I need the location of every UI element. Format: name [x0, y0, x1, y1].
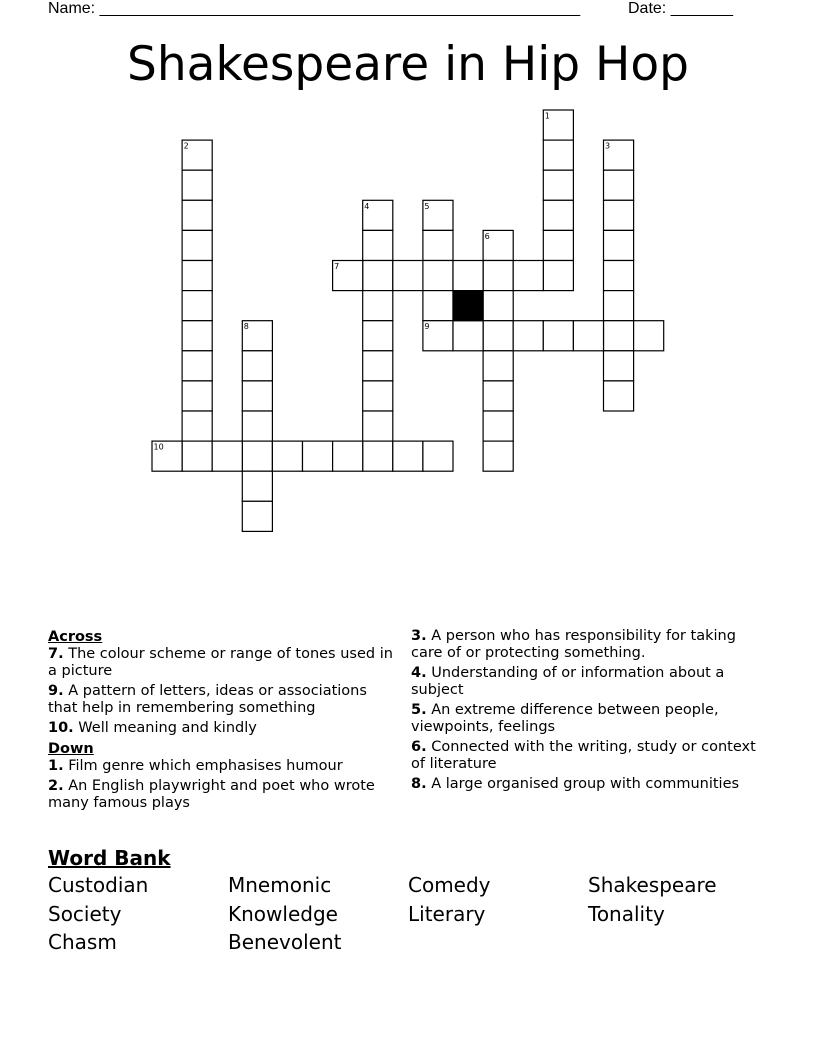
clue-number: 8.	[411, 776, 427, 792]
grid-cell[interactable]	[303, 441, 333, 471]
word-bank-item: Shakespeare	[588, 873, 717, 897]
grid-cell[interactable]	[363, 351, 393, 381]
grid-cell[interactable]	[363, 321, 393, 351]
word-bank-item: Tonality	[588, 901, 665, 926]
clue-number: 10.	[48, 720, 74, 736]
grid-cell[interactable]	[182, 411, 212, 441]
grid-cell[interactable]	[483, 351, 513, 381]
grid-cell[interactable]	[393, 441, 423, 471]
grid-cell[interactable]	[423, 261, 453, 291]
across-heading: Across	[48, 629, 103, 645]
clue-across-9	[48, 683, 393, 717]
grid-cell[interactable]	[242, 441, 272, 471]
grid-cell[interactable]	[513, 261, 543, 291]
puzzle-title: Shakespeare in Hip Hop	[127, 37, 689, 92]
grid-cell[interactable]	[363, 411, 393, 441]
grid-cell[interactable]	[604, 230, 634, 260]
clue-number: 3.	[411, 628, 427, 644]
clue-down-6	[411, 739, 756, 773]
word-bank-item: Custodian	[48, 873, 149, 897]
cell-number: 2	[183, 141, 189, 151]
word-bank-item: Society	[48, 901, 122, 926]
word-bank	[48, 845, 768, 957]
grid-cell[interactable]	[483, 261, 513, 291]
clue-text: The colour scheme or range of tones used in a picture	[48, 646, 393, 679]
cell-number: 6	[484, 231, 490, 241]
word-bank-item: Literary	[408, 901, 486, 926]
clue-down-1	[48, 758, 393, 775]
grid-cell[interactable]	[604, 170, 634, 200]
clue-text: A large organised group with communities	[431, 776, 740, 792]
grid-cell[interactable]	[423, 291, 453, 321]
grid-cell[interactable]	[453, 321, 483, 351]
grid-cell[interactable]	[483, 381, 513, 411]
grid-cell[interactable]	[363, 261, 393, 291]
grid-cell[interactable]	[182, 261, 212, 291]
clues-right-column	[411, 628, 756, 796]
grid-cell[interactable]	[483, 441, 513, 471]
cell-number: 1	[544, 111, 550, 121]
grid-cell[interactable]	[242, 351, 272, 381]
grid-cell[interactable]	[483, 411, 513, 441]
grid-cell[interactable]	[363, 291, 393, 321]
grid-cell[interactable]	[242, 471, 272, 501]
grid-cell[interactable]	[483, 291, 513, 321]
date-field-label[interactable]: Date: _______	[628, 0, 733, 17]
clue-number: 1.	[48, 758, 64, 774]
grid-cell[interactable]	[543, 230, 573, 260]
grid-cell[interactable]	[604, 381, 634, 411]
grid-cell[interactable]	[363, 441, 393, 471]
grid-cell[interactable]	[272, 441, 302, 471]
grid-cell[interactable]	[182, 381, 212, 411]
down-heading: Down	[48, 741, 94, 757]
clue-text: A person who has responsibility for taking care of or protecting something.	[411, 628, 736, 661]
grid-cell[interactable]	[242, 501, 272, 531]
grid-cell[interactable]	[543, 170, 573, 200]
clue-text: Connected with the writing, study or context of literature	[411, 739, 756, 772]
grid-cell[interactable]	[333, 441, 363, 471]
cell-number: 8	[243, 322, 249, 332]
grid-cell[interactable]	[604, 291, 634, 321]
clue-down-3	[411, 628, 756, 662]
grid-cell[interactable]	[182, 291, 212, 321]
grid-cell[interactable]	[483, 321, 513, 351]
clue-across-7	[48, 646, 393, 680]
cell-number: 7	[334, 262, 340, 271]
clue-across-10	[48, 720, 393, 737]
cell-number: 5	[424, 201, 430, 211]
grid-cell[interactable]	[453, 261, 483, 291]
word-bank-item: Mnemonic	[228, 873, 332, 897]
grid-cell[interactable]	[513, 321, 543, 351]
clue-number: 7.	[48, 646, 64, 662]
word-bank-list	[48, 871, 768, 957]
clue-down-4	[411, 665, 756, 699]
clues-section	[48, 628, 768, 828]
black-cell	[453, 291, 483, 321]
grid-cell[interactable]	[212, 441, 242, 471]
clue-number: 4.	[411, 665, 427, 681]
grid-cell[interactable]	[242, 381, 272, 411]
clue-down-5	[411, 702, 756, 736]
word-bank-item: Benevolent	[228, 930, 342, 954]
clue-text: Film genre which emphasises humour	[68, 758, 343, 774]
word-bank-item: Comedy	[408, 873, 491, 897]
grid-cell[interactable]	[543, 321, 573, 351]
grid-cell[interactable]	[604, 321, 634, 351]
clue-text: Understanding of or information about a subject	[411, 665, 725, 698]
clue-number: 2.	[48, 778, 64, 794]
clue-number: 6.	[411, 739, 427, 755]
grid-cell[interactable]	[543, 261, 573, 291]
cell-number: 4	[364, 201, 370, 211]
grid-cell[interactable]	[363, 381, 393, 411]
grid-cell[interactable]	[604, 261, 634, 291]
grid-cell[interactable]	[573, 321, 603, 351]
grid-cell[interactable]	[182, 230, 212, 260]
clue-number: 5.	[411, 702, 427, 718]
clue-text: Well meaning and kindly	[78, 720, 257, 736]
grid-cell[interactable]	[182, 170, 212, 200]
clue-number: 9.	[48, 683, 64, 699]
clue-down-8	[411, 776, 756, 793]
grid-cell[interactable]	[242, 411, 272, 441]
grid-cell[interactable]	[543, 140, 573, 170]
word-bank-item: Chasm	[48, 930, 117, 954]
clues-left-column	[48, 628, 393, 815]
clue-text: A pattern of letters, ideas or associations that help in remembering something	[48, 683, 367, 716]
cell-number: 9	[424, 322, 430, 332]
cell-number: 10	[153, 442, 164, 452]
grid-cell[interactable]	[182, 200, 212, 230]
grid-cell[interactable]	[393, 261, 423, 291]
grid-cell[interactable]	[634, 321, 664, 351]
grid-cell[interactable]	[604, 351, 634, 381]
clue-text: An extreme difference between people, viewpoints, feelings	[411, 702, 719, 735]
clue-text: An English playwright and poet who wrote many famous plays	[48, 778, 375, 811]
word-bank-title: Word Bank	[48, 846, 171, 870]
cell-number: 3	[605, 141, 611, 151]
grid-cell[interactable]	[423, 441, 453, 471]
grid-cell[interactable]	[543, 200, 573, 230]
grid-cell[interactable]	[363, 230, 393, 260]
name-field-label[interactable]: Name: ______________________________________________________	[48, 0, 581, 17]
grid-cell[interactable]	[182, 441, 212, 471]
clue-down-2	[48, 778, 393, 812]
grid-cell[interactable]	[182, 321, 212, 351]
grid-cell[interactable]	[604, 200, 634, 230]
grid-cell[interactable]	[423, 230, 453, 260]
word-bank-item: Knowledge	[228, 901, 338, 926]
grid-cell[interactable]	[182, 351, 212, 381]
